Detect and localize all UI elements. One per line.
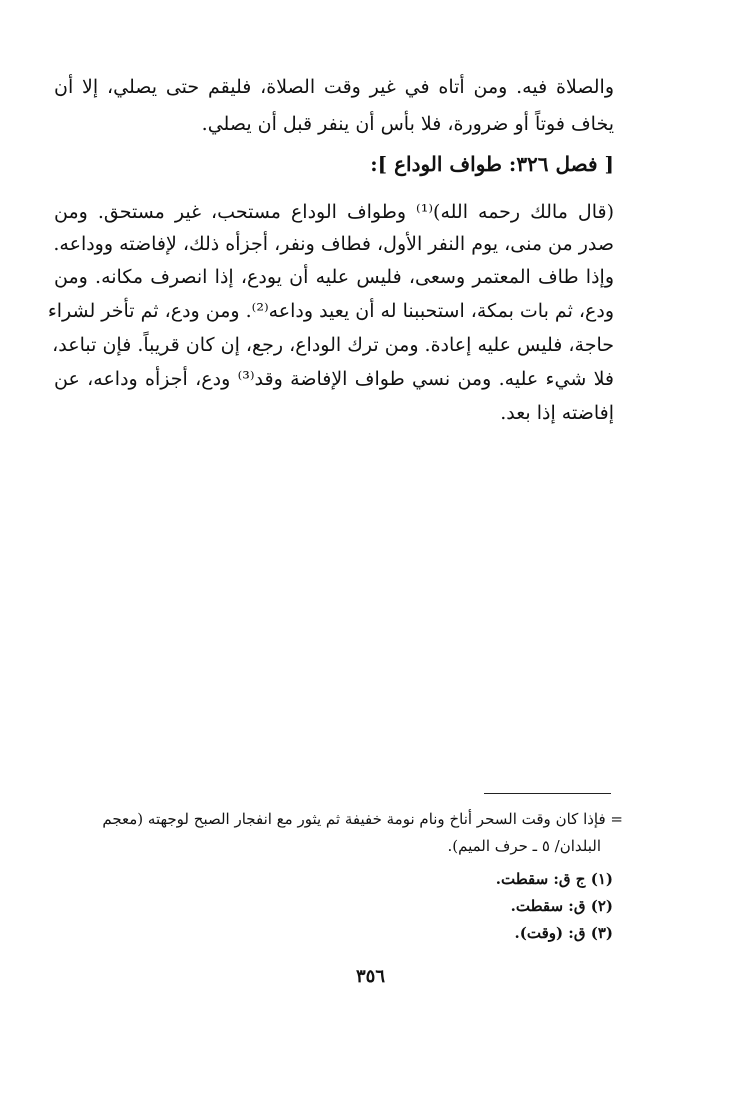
footnote-3 <box>515 920 613 946</box>
section-heading: [ فصل ٣٢٦: طواف الوداع ]: <box>370 152 614 176</box>
section-line-4: ودع، ثم بات بمكة، استحببنا له أن يعيد وداعه⁽²⁾. ومن ودع، ثم تأخر لشراء <box>47 300 614 322</box>
footnote-mark-3: (٣) <box>590 924 613 942</box>
footnote-separator <box>484 793 611 794</box>
footnote-1 <box>496 866 613 892</box>
footnote-continuation-line-2: البلدان/ ٥ ـ حرف الميم). <box>447 837 601 855</box>
section-line-2: صدر من منى، يوم النفر الأول، فطاف ونفر، أجزأه ذلك، لإفاضته ووداعه. <box>53 233 614 255</box>
section-line-3: وإذا طاف المعتمر وسعى، فليس عليه أن يودع، إذا انصرف مكانه. ومن <box>54 266 614 288</box>
section-line-7: إفاضته إذا بعد. <box>500 402 614 424</box>
footnote-mark-2: (٢) <box>590 897 613 915</box>
section-line-1: (قال مالك رحمه الله)⁽¹⁾ وطواف الوداع مستحب، غير مستحق. ومن <box>54 201 614 223</box>
footnote-2 <box>511 893 613 919</box>
page-number: ٣٥٦ <box>355 966 385 987</box>
footnote-text-3: ق: (وقت). <box>514 924 586 942</box>
body-line-2: يخاف فوتاً أو ضرورة، فلا بأس أن ينفر قبل أن يصلي. <box>201 113 614 135</box>
footnote-text-1: ج ق: سقطت. <box>495 870 586 888</box>
footnote-text-2: ق: سقطت. <box>510 897 586 915</box>
footnote-continuation-line-1: = فإذا كان وقت السحر أناخ ونام نومة خفيفة ثم يثور مع انفجار الصبح لوجهته (معجم <box>102 810 623 828</box>
section-line-6: فلا شيء عليه. ومن نسي طواف الإفاضة وقد⁽³⁾ ودع، أجزأه وداعه، عن <box>54 368 614 390</box>
footnote-mark-1: (١) <box>590 870 613 888</box>
section-line-5: حاجة، فليس عليه إعادة. ومن ترك الوداع، رجع، إن كان قريباً. فإن تباعد، <box>52 334 614 356</box>
body-line-1: والصلاة فيه. ومن أتاه في غير وقت الصلاة، فليقم حتى يصلي، إلا أن <box>54 76 614 98</box>
